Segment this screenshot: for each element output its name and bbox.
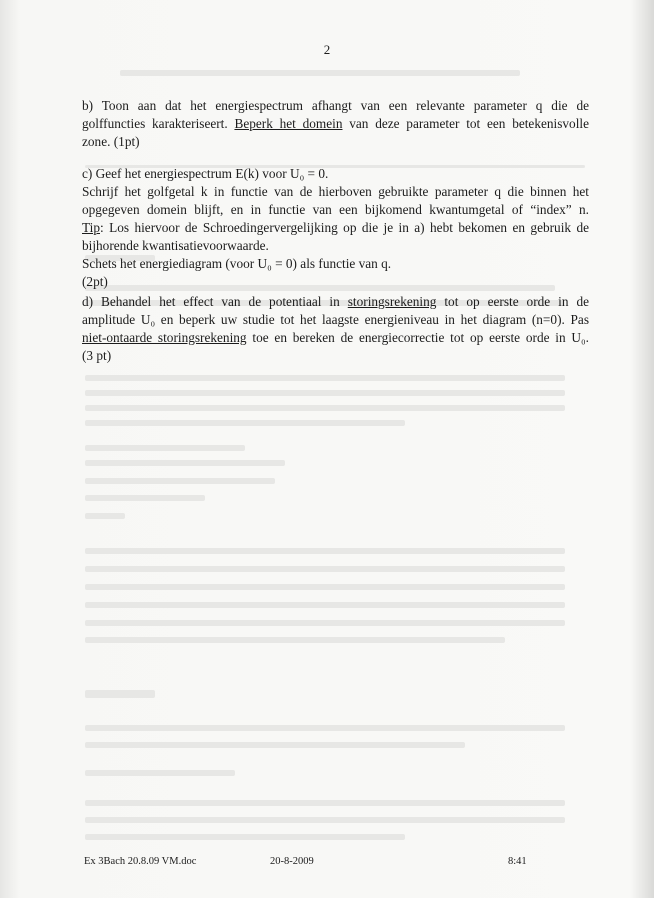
underlined-phrase-nondegenerate: niet-ontaarde storingsrekening	[82, 330, 247, 345]
tip-label: Tip	[82, 220, 100, 235]
section-d-line-1	[82, 293, 589, 311]
footer-date: 20-8-2009	[270, 856, 314, 867]
underlined-phrase-domain: Beperk het domein	[234, 116, 343, 131]
footer-time: 8:41	[508, 856, 527, 867]
section-d-line-2: amplitude U₀ en beperk uw studie tot het laagste energieniveau in het diagram (n=0). Pas	[82, 312, 589, 327]
section-c-line-4-rest: : Los hiervoor de Schroedingervergelijking op die je in a) hebt bekomen en gebruik de	[100, 220, 589, 235]
footer-filename: Ex 3Bach 20.8.09 VM.doc	[84, 856, 197, 867]
section-b-line-3: zone. (1pt)	[82, 134, 140, 149]
section-d-line-4: (3 pt)	[82, 348, 112, 363]
section-d-line-3-end: toe en bereken de energiecorrectie tot op eerste orde in U₀.	[246, 330, 589, 345]
section-c-line-5: bijhorende kwantisatievoorwaarde.	[82, 238, 269, 253]
page-number: 2	[323, 42, 331, 57]
section-d	[82, 293, 589, 365]
section-c-line-4	[82, 219, 589, 237]
section-c-line-6: Schets het energiediagram (voor U₀ = 0) als functie van q.	[82, 256, 392, 271]
section-b-line-2-end: van deze parameter tot een betekenisvolle	[342, 116, 589, 131]
section-d-line-1-end: tot op eerste orde in de	[436, 294, 589, 309]
section-d-line-3	[82, 329, 589, 347]
section-b	[82, 97, 589, 151]
section-b-line-1: b) Toon aan dat het energiespectrum afhangt van een relevante parameter q die de	[82, 98, 589, 113]
section-d-line-1-start: d) Behandel het effect van de potentiaal in	[82, 294, 348, 309]
section-c-line-2: Schrijf het golfgetal k in functie van de hierboven gebruikte parameter q die binnen het	[82, 184, 589, 199]
section-c-line-1: c) Geef het energiespectrum E(k) voor U₀ = 0.	[82, 166, 329, 181]
section-b-line-2-start: golffuncties karakteriseert.	[82, 116, 235, 131]
section-b-line-2	[82, 115, 589, 133]
section-c-line-3: opgegeven domein blijft, en in functie van een bijkomend kwantumgetal of “index” n.	[82, 202, 589, 217]
section-c	[82, 165, 589, 291]
section-c-line-7: (2pt)	[82, 274, 108, 289]
underlined-phrase-perturbation: storingsrekening	[347, 294, 437, 309]
